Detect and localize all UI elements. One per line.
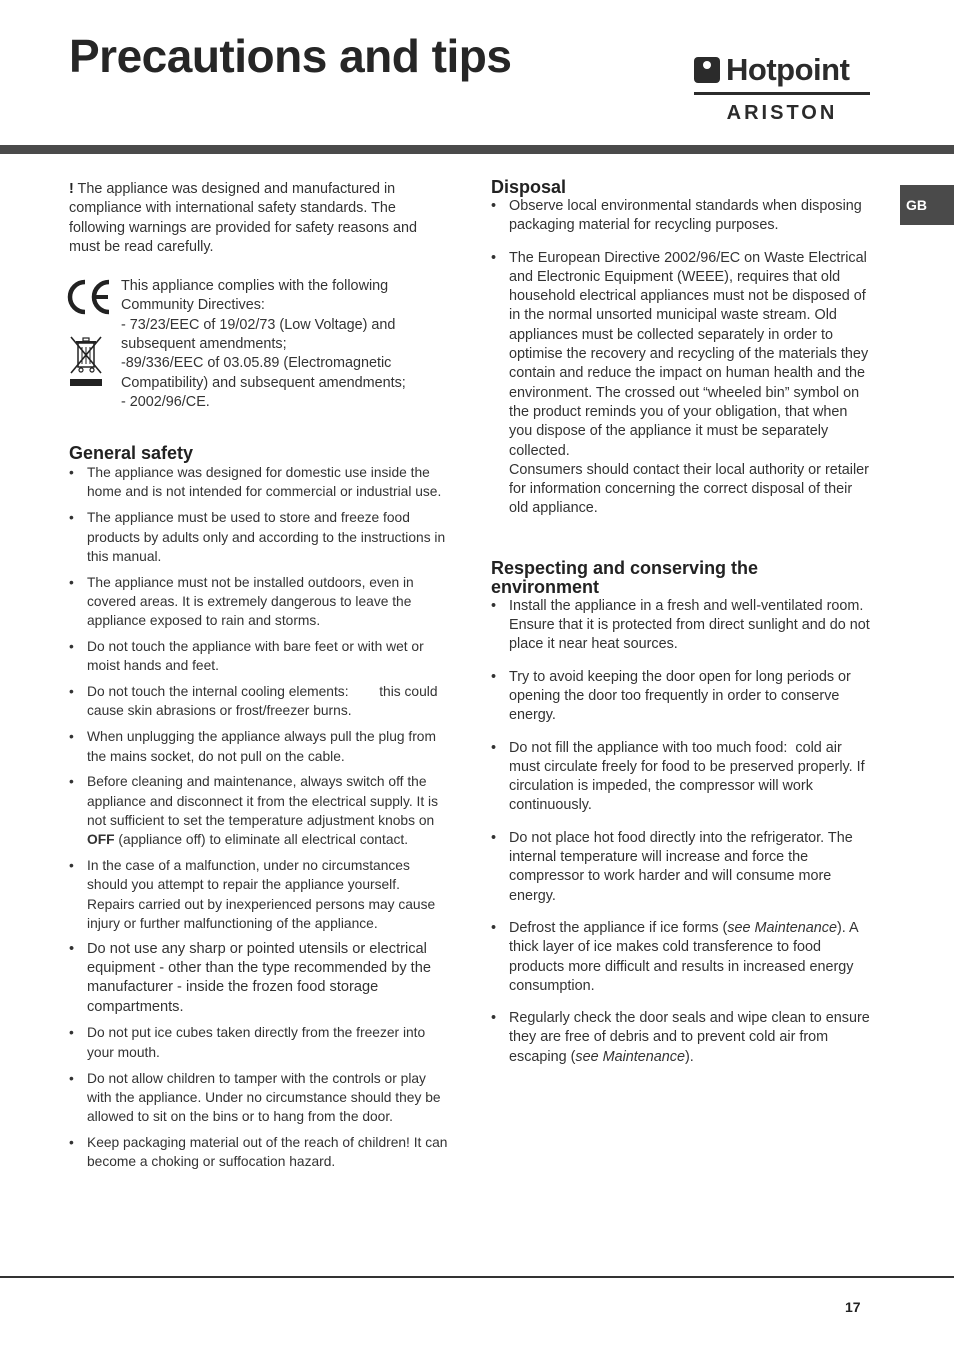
list-item: • In the case of a malfunction, under no circumstances should you attempt to repair the appliance yourself. Repairs carried out by inexperienced persons may cause injury or further malfunctioning of the appliance.: [69, 856, 449, 933]
directive-line: - 2002/96/CE.: [121, 393, 210, 410]
list-item: • Do not touch the appliance with bare feet or with wet or moist hands and feet.: [69, 637, 449, 676]
directive-line: - 73/23/EEC of 19/02/73 (Low Voltage) and: [121, 316, 396, 333]
disposal-list: [491, 197, 871, 519]
disposal-heading: Disposal: [491, 177, 567, 197]
directive-line: subsequent amendments;: [121, 336, 287, 353]
directive-line: Community Directives:: [121, 297, 265, 314]
intro-paragraph: [69, 180, 449, 257]
header-divider-bar: [0, 145, 954, 154]
list-item: [491, 249, 871, 519]
environment-heading: Respecting and conserving the environment: [491, 557, 759, 597]
list-item: • Do not allow children to tamper with the controls or play with the appliance. Under no circumstance should they be allowed to sit on the bins or to hang from the door.: [69, 1069, 449, 1127]
list-item: • Do not use any sharp or pointed utensils or electrical equipment - other than the type recommended by the manufacturer - inside the frozen food storage compartments.: [69, 940, 449, 1017]
general-safety-heading: General safety: [69, 443, 194, 464]
directive-line: Compatibility) and subsequent amendments;: [121, 374, 406, 391]
crossed-bin-icon: [69, 335, 103, 389]
list-item-text-after: ).: [685, 1048, 694, 1065]
list-item-text: Before cleaning and maintenance, always switch off the appliance and disconnect it from the electrical supply. It is not sufficient to set the temperature adjustment knobs on: [87, 774, 438, 828]
directive-line: This appliance complies with the following: [121, 278, 389, 295]
list-item-text-after: (appliance off) to eliminate all electrical contact.: [114, 832, 409, 848]
ce-mark-icon: [65, 277, 115, 317]
list-item: • Do not place hot food directly into the refrigerator. The internal temperature will increase and force the compressor to work harder and will consume more energy.: [491, 829, 871, 906]
off-label: OFF: [87, 832, 115, 848]
logo-divider: [694, 92, 870, 95]
page-number: 17: [845, 1299, 861, 1315]
list-item: • The appliance must be used to store and freeze food products by adults only and according to the instructions in this manual.: [69, 508, 449, 566]
list-item: • Install the appliance in a fresh and well-ventilated room. Ensure that it is protected from direct sunlight and do not place it near heat sources.: [491, 597, 871, 655]
environment-list: [491, 597, 871, 1067]
list-item: • Do not put ice cubes taken directly from the freezer into your mouth.: [69, 1023, 449, 1062]
list-item: [491, 919, 871, 996]
brand-logo: [694, 52, 870, 126]
list-item: • Keep packaging material out of the reach of children! It can become a choking or suffocation hazard.: [69, 1133, 449, 1172]
intro-text: The appliance was designed and manufactured in compliance with international safety standards. The following warnings are provided for safety reasons and must be read carefully.: [69, 181, 417, 255]
list-item-text: The European Directive 2002/96/EC on Waste Electrical and Electronic Equipment (WEEE), requires that old household electrical appliances must not be disposed of in the normal unsorted municipal waste stream. Old appliances must be collected separately in order to optimise the recovery and recycling of the materials they contain and reduce the impact on human health and the environment. The crossed out “wheeled bin” symbol on the product reminds you of your obligation, that when you dispose of the appliance it must be separately collected.: [509, 249, 869, 459]
list-item: • The appliance was designed for domestic use inside the home and is not intended for commercial or industrial use.: [69, 463, 449, 502]
list-item: • Try to avoid keeping the door open for long periods or opening the door too frequently in order to conserve energy.: [491, 668, 871, 726]
language-tab-label: GB: [906, 197, 927, 213]
maintenance-ref: see Maintenance: [575, 1048, 686, 1065]
right-column: [491, 178, 871, 1080]
left-column: [69, 180, 449, 1178]
general-safety-list: [69, 463, 449, 1171]
list-item: • Observe local environmental standards when disposing packaging material for recycling purposes.: [491, 197, 871, 236]
list-item: • Do not fill the appliance with too much food: cold air must circulate freely for food to be preserved properly. If circulation is impeded, the compressor will work continuously.: [491, 739, 871, 816]
list-item: • The appliance must not be installed outdoors, even in covered areas. It is extremely dangerous to leave the appliance exposed to rain and storms.: [69, 573, 449, 631]
warning-mark: !: [69, 181, 74, 197]
list-item-text: Defrost the appliance if ice forms (: [509, 919, 728, 936]
directive-line: -89/336/EEC of 03.05.89 (Electromagnetic: [121, 355, 392, 372]
list-item: [491, 1009, 871, 1067]
list-item-text: Regularly check the door seals and wipe clean to ensure they are free of debris and to prevent cold air from escaping (: [509, 1010, 870, 1065]
list-item: • Do not touch the internal cooling elements: this could cause skin abrasions or frost/freezer burns.: [69, 682, 449, 721]
list-item: • When unplugging the appliance always pull the plug from the mains socket, do not pull on the cable.: [69, 727, 449, 766]
logo-brand-text: Hotpoint: [726, 52, 850, 87]
directives-block: [69, 277, 449, 410]
hotpoint-logo-icon: [694, 57, 720, 83]
language-tab: [900, 185, 954, 225]
list-item-text-after: ). A thick layer of ice makes cold transference to food products more difficult and results in increased energy consumption.: [509, 919, 858, 994]
footer-divider: [0, 1276, 954, 1278]
maintenance-ref: see Maintenance: [727, 919, 837, 936]
list-item: [69, 772, 449, 849]
logo-sub-text: ARISTON: [726, 102, 838, 124]
directives-text: [121, 277, 451, 412]
page-title: Precautions and tips: [69, 30, 512, 82]
list-item-text-2: Consumers should contact their local authority or retailer for information concerning the correct disposal of their old appliance.: [509, 461, 869, 517]
